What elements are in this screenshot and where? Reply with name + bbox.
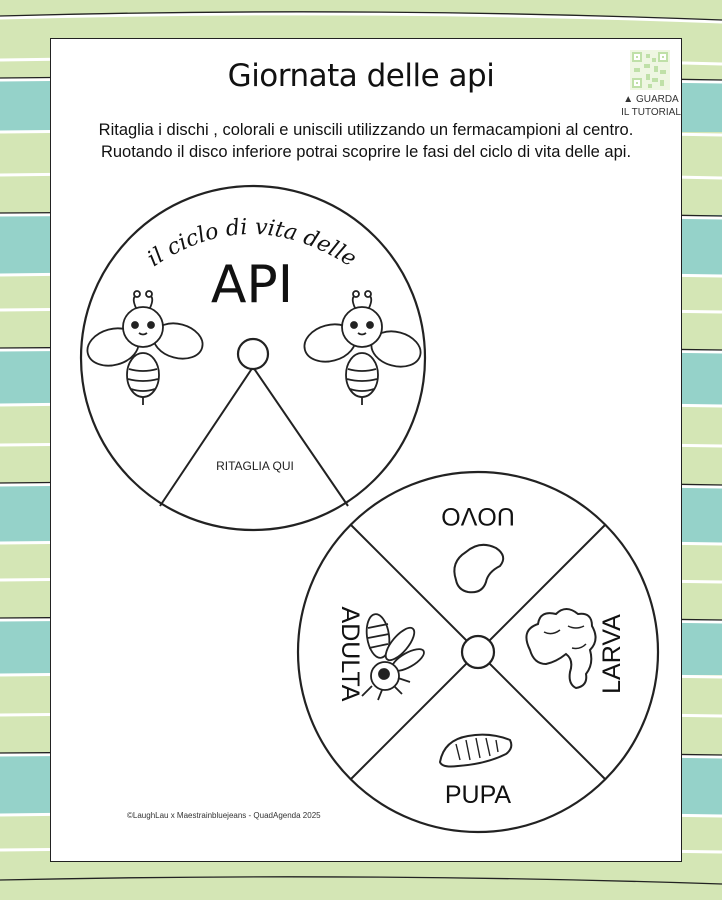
copyright-credit: ©LaughLau x Maestrainbluejeans - QuadAgenda 2025 <box>127 811 321 820</box>
arc-text: il ciclo di vita delle <box>142 214 361 273</box>
stage-label-pupa: PUPA <box>444 781 512 809</box>
bottom-center-hole <box>462 636 494 668</box>
stage-label-adult: ADULTA <box>336 606 364 702</box>
tutorial-line-1: ▲ GUARDA <box>623 94 679 105</box>
stage-label-larva: LARVA <box>598 614 626 694</box>
instruction-line-2: Ruotando il disco inferiore potrai scoprire le fasi del ciclo di vita delle api. <box>100 143 632 161</box>
stage-label-egg: UOVO <box>441 502 515 530</box>
top-center-hole <box>238 339 268 369</box>
top-disc <box>81 186 425 530</box>
cut-here-label: RITAGLIA QUI <box>216 459 294 473</box>
page-title: Giornata delle api <box>227 58 495 94</box>
disc-big-title: API <box>210 255 294 315</box>
bottom-disc <box>298 472 658 832</box>
tutorial-line-2: IL TUTORIAL <box>621 107 681 118</box>
instruction-line-1: Ritaglia i dischi , colorali e uniscili utilizzando un fermacampioni al centro. <box>98 121 634 139</box>
